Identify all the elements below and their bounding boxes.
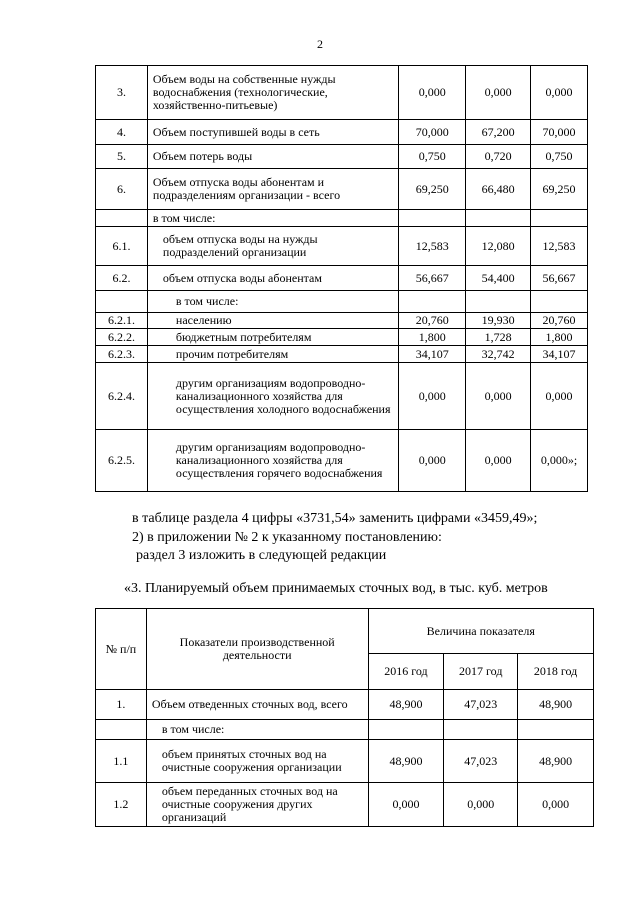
value-cell: 56,667	[531, 266, 588, 291]
value-cell	[531, 210, 588, 227]
row-label: Объем отведенных сточных вод, всего	[146, 690, 368, 720]
row-label: другим организациям водопроводно-канализационного хозяйства для осуществления горячего водоснабжения	[147, 430, 398, 492]
row-number	[96, 720, 147, 740]
table-row	[96, 329, 588, 346]
row-number: 6.1.	[96, 227, 148, 266]
value-cell: 47,023	[444, 740, 518, 783]
section-title: «3. Планируемый объем принимаемых сточных вод, в тыс. куб. метров	[124, 581, 548, 596]
value-cell: 0,000	[531, 363, 588, 430]
row-number: 1.1	[96, 740, 147, 783]
value-cell: 67,200	[466, 120, 531, 145]
row-label: другим организациям водопроводно-канализационного хозяйства для осуществления холодного водоснабжения	[147, 363, 398, 430]
table-row	[96, 210, 588, 227]
value-cell: 48,900	[368, 740, 444, 783]
table-row	[96, 783, 594, 827]
row-label: объем отпуска воды на нужды подразделений организации	[147, 227, 398, 266]
table-row	[96, 145, 588, 169]
table-row	[96, 227, 588, 266]
row-number: 6.	[96, 169, 148, 210]
row-label: Объем отпуска воды абонентам и подразделениям организации - всего	[147, 169, 398, 210]
row-number: 6.2.5.	[96, 430, 148, 492]
value-cell: 0,000»;	[531, 430, 588, 492]
value-cell: 34,107	[399, 346, 466, 363]
value-cell: 48,900	[518, 740, 594, 783]
row-label: в том числе:	[147, 291, 398, 313]
value-cell: 54,400	[466, 266, 531, 291]
row-number: 4.	[96, 120, 148, 145]
value-cell	[444, 720, 518, 740]
value-cell: 0,750	[531, 145, 588, 169]
col-header-year: 2018 год	[518, 654, 594, 690]
value-cell: 20,760	[531, 313, 588, 329]
row-label: в том числе:	[146, 720, 368, 740]
row-label: объем принятых сточных вод на очистные сооружения организации	[146, 740, 368, 783]
value-cell: 70,000	[531, 120, 588, 145]
table-row	[96, 66, 588, 120]
value-cell	[466, 291, 531, 313]
value-cell	[399, 210, 466, 227]
table-row	[96, 291, 588, 313]
value-cell	[518, 720, 594, 740]
table-row	[96, 720, 594, 740]
col-header-year: 2017 год	[444, 654, 518, 690]
value-cell: 0,000	[399, 363, 466, 430]
row-number: 1.2	[96, 783, 147, 827]
row-number: 1.	[96, 690, 147, 720]
value-cell: 0,000	[368, 783, 444, 827]
value-cell: 19,930	[466, 313, 531, 329]
row-number: 6.2.3.	[96, 346, 148, 363]
table-row	[96, 169, 588, 210]
value-cell: 0,720	[466, 145, 531, 169]
value-cell: 66,480	[466, 169, 531, 210]
row-label: объем переданных сточных вод на очистные сооружения других организаций	[146, 783, 368, 827]
value-cell: 56,667	[399, 266, 466, 291]
row-label: в том числе:	[147, 210, 398, 227]
value-cell	[466, 210, 531, 227]
value-cell: 69,250	[399, 169, 466, 210]
value-cell: 20,760	[399, 313, 466, 329]
table-row	[96, 363, 588, 430]
row-number: 6.2.	[96, 266, 148, 291]
table-row	[96, 430, 588, 492]
col-header-number: № п/п	[96, 609, 147, 690]
value-cell: 70,000	[399, 120, 466, 145]
value-cell: 48,900	[518, 690, 594, 720]
row-number: 6.2.2.	[96, 329, 148, 346]
amendment-paragraph: 2) в приложении № 2 к указанному постановлению:	[132, 530, 442, 545]
value-cell: 0,000	[466, 363, 531, 430]
value-cell: 0,000	[518, 783, 594, 827]
value-cell: 1,728	[466, 329, 531, 346]
row-label: Объем поступившей воды в сеть	[147, 120, 398, 145]
header-row	[96, 609, 594, 654]
row-label: объем отпуска воды абонентам	[147, 266, 398, 291]
row-label: бюджетным потребителям	[147, 329, 398, 346]
table-row	[96, 120, 588, 145]
page-number: 2	[317, 37, 323, 51]
value-cell: 34,107	[531, 346, 588, 363]
row-number: 6.2.4.	[96, 363, 148, 430]
col-header-indicators: Показатели производственной деятельности	[146, 609, 368, 690]
row-number	[96, 291, 148, 313]
row-label: Объем воды на собственные нужды водоснабжения (технологические, хозяйственно-питьевые)	[147, 66, 398, 120]
value-cell: 47,023	[444, 690, 518, 720]
value-cell: 12,080	[466, 227, 531, 266]
water-balance-table	[95, 65, 588, 492]
amendment-paragraph: в таблице раздела 4 цифры «3731,54» заменить цифрами «3459,49»;	[132, 511, 538, 526]
table-row	[96, 313, 588, 329]
value-cell: 0,000	[399, 430, 466, 492]
value-cell	[368, 720, 444, 740]
value-cell: 0,000	[399, 66, 466, 120]
value-cell: 69,250	[531, 169, 588, 210]
row-label: Объем потерь воды	[147, 145, 398, 169]
value-cell: 48,900	[368, 690, 444, 720]
value-cell: 0,000	[444, 783, 518, 827]
row-label: прочим потребителям	[147, 346, 398, 363]
amendment-paragraph: раздел 3 изложить в следующей редакции	[136, 548, 387, 563]
value-cell: 0,000	[466, 66, 531, 120]
value-cell: 1,800	[399, 329, 466, 346]
row-label: населению	[147, 313, 398, 329]
value-cell: 12,583	[531, 227, 588, 266]
col-header-value-group: Величина показателя	[368, 609, 593, 654]
col-header-year: 2016 год	[368, 654, 444, 690]
row-number: 6.2.1.	[96, 313, 148, 329]
value-cell: 0,000	[466, 430, 531, 492]
table-row	[96, 740, 594, 783]
table-row	[96, 690, 594, 720]
value-cell: 0,750	[399, 145, 466, 169]
table-row	[96, 346, 588, 363]
table-row	[96, 266, 588, 291]
value-cell: 32,742	[466, 346, 531, 363]
row-number: 3.	[96, 66, 148, 120]
value-cell: 0,000	[531, 66, 588, 120]
row-number	[96, 210, 148, 227]
row-number: 5.	[96, 145, 148, 169]
value-cell: 1,800	[531, 329, 588, 346]
value-cell	[399, 291, 466, 313]
value-cell: 12,583	[399, 227, 466, 266]
value-cell	[531, 291, 588, 313]
wastewater-table	[95, 608, 594, 827]
